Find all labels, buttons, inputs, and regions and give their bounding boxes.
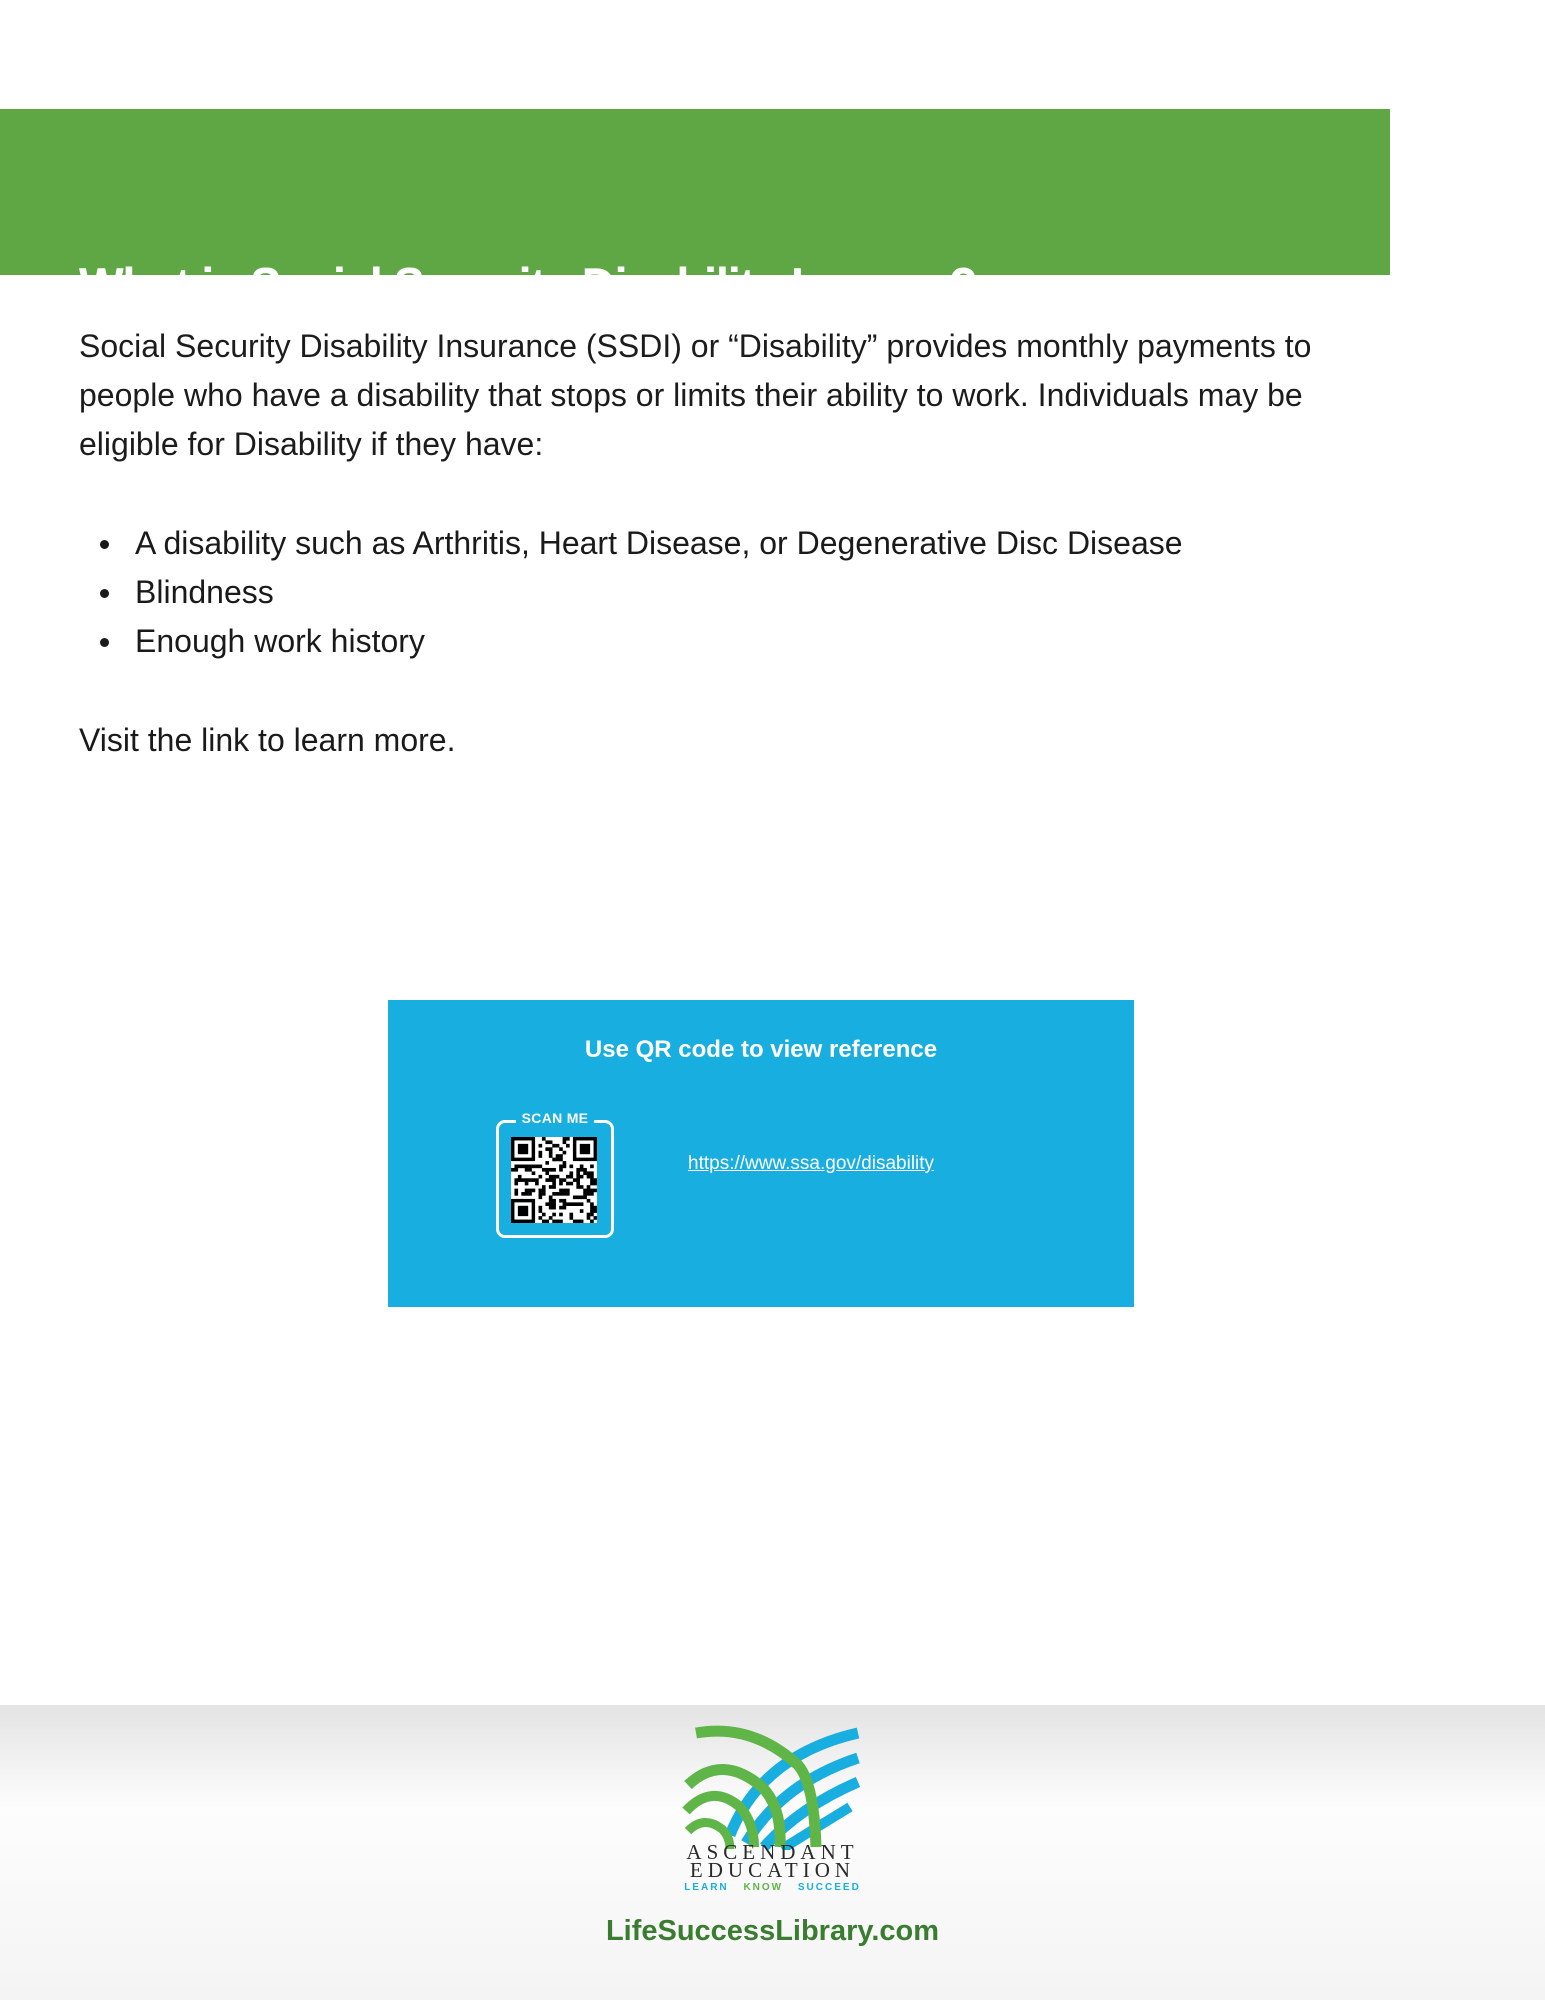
page-title: What is Social Security Disability Income? bbox=[79, 256, 977, 318]
scan-me-frame[interactable] bbox=[496, 1110, 614, 1238]
bullet-icon bbox=[100, 540, 109, 549]
site-url[interactable]: LifeSuccessLibrary.com bbox=[605, 1915, 940, 1947]
list-item-text: Blindness bbox=[135, 574, 274, 610]
ascendant-logo-icon bbox=[682, 1725, 862, 1850]
list-item bbox=[79, 568, 1183, 617]
tagline-learn: LEARN bbox=[684, 1882, 729, 1893]
logo-wordmark-line2: EDUCATION bbox=[689, 1858, 856, 1882]
logo-tagline bbox=[0, 1882, 1545, 1893]
list-item bbox=[79, 519, 1183, 568]
bullet-icon bbox=[100, 589, 109, 598]
scan-me-label: SCAN ME bbox=[499, 1110, 611, 1128]
qr-heading: Use QR code to view reference bbox=[584, 1036, 938, 1063]
footer bbox=[0, 1705, 1545, 2000]
title-banner bbox=[0, 109, 1390, 318]
reference-link[interactable]: https://www.ssa.gov/disability bbox=[688, 1153, 935, 1174]
list-item-text: Enough work history bbox=[135, 623, 425, 659]
visit-link-text: Visit the link to learn more. bbox=[79, 722, 456, 758]
qr-reference-card bbox=[388, 1000, 1134, 1307]
tagline-succeed: SUCCEED bbox=[797, 1882, 861, 1893]
eligibility-list bbox=[79, 519, 1183, 666]
intro-paragraph: Social Security Disability Insurance (SSDI) or “Disability” provides monthly payments to people who have a disability that stops or limits their ability to work. Individuals may be eligible for Disability if they have: bbox=[79, 328, 1312, 462]
tagline-know: KNOW bbox=[743, 1882, 784, 1893]
list-item-text: A disability such as Arthritis, Heart Disease, or Degenerative Disc Disease bbox=[135, 525, 1183, 561]
list-item bbox=[79, 617, 1183, 666]
qr-code-icon[interactable] bbox=[511, 1137, 597, 1223]
bullet-icon bbox=[100, 638, 109, 647]
logo-wordmark-line1: ASCENDANT bbox=[686, 1840, 859, 1864]
